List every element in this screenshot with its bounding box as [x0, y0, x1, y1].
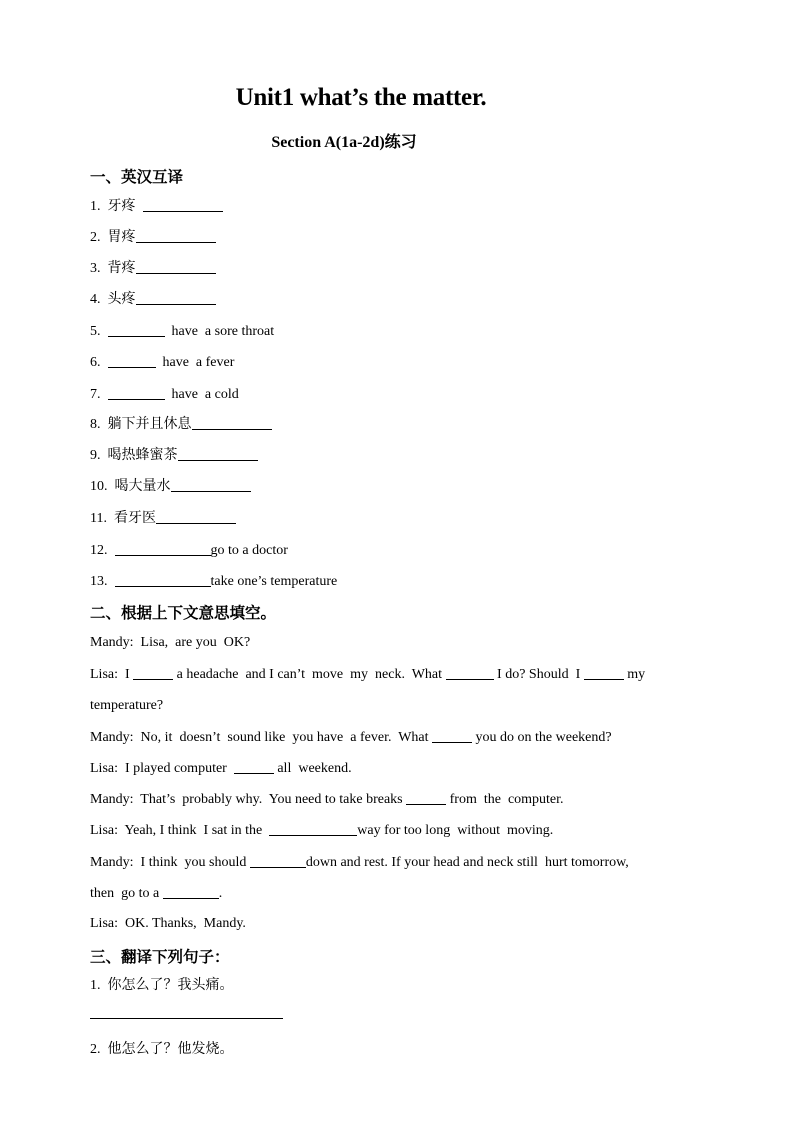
answer-blank[interactable]	[406, 790, 446, 805]
item-text: 躺下并且休息	[107, 416, 192, 432]
item-text: 头疼	[107, 291, 136, 307]
answer-blank[interactable]	[178, 446, 258, 461]
answer-blank[interactable]	[143, 197, 223, 212]
list-item	[90, 228, 216, 247]
answer-blank[interactable]	[136, 290, 216, 305]
answer-blank[interactable]	[108, 322, 165, 337]
dialogue-text: Mandy: No, it doesn’t sound like you have a fever. What	[90, 730, 433, 745]
answer-blank[interactable]	[584, 665, 624, 680]
dialogue-line	[90, 884, 680, 903]
dialogue-text: a headache and I can’t move my neck. What	[173, 667, 446, 682]
list-item	[90, 477, 251, 496]
answer-blank[interactable]	[432, 728, 472, 743]
section-heading-sentence-translation: 三、翻译下列句子：	[90, 948, 230, 966]
item-text: 喝热蜂蜜茶	[107, 447, 178, 463]
answer-blank[interactable]	[234, 759, 274, 774]
list-item	[90, 976, 234, 995]
item-number: 3.	[90, 261, 101, 276]
dialogue-line: temperature?	[90, 698, 164, 713]
answer-blank[interactable]	[192, 415, 272, 430]
item-text: 看牙医	[113, 510, 156, 526]
item-text: 你怎么了？我头痛。	[107, 977, 234, 993]
dialogue-text: from the computer.	[446, 792, 564, 807]
answer-blank[interactable]	[269, 821, 357, 836]
dialogue-line	[90, 759, 680, 778]
dialogue-line: Mandy: Lisa, are you OK?	[90, 635, 251, 650]
section-heading-cloze: 二、根据上下文意思填空。	[90, 604, 277, 622]
answer-line[interactable]	[90, 1018, 283, 1019]
dialogue-text: .	[218, 886, 223, 901]
dialogue-text: my	[623, 667, 646, 682]
dialogue-text: down and rest. If your head and neck still hurt tomorrow,	[305, 855, 629, 870]
list-item	[90, 259, 216, 278]
list-item	[90, 572, 337, 591]
item-text: go to a doctor	[210, 543, 288, 558]
item-number: 8.	[90, 417, 101, 432]
dialogue-line: Lisa: OK. Thanks, Mandy.	[90, 916, 246, 931]
answer-blank[interactable]	[156, 509, 236, 524]
list-item	[90, 1040, 234, 1059]
section-heading-translation: 一、英汉互译	[90, 168, 184, 186]
list-item	[90, 322, 274, 341]
dialogue-text: Lisa: Yeah, I think I sat in the	[90, 823, 270, 838]
item-text: 牙疼	[107, 198, 136, 214]
answer-blank[interactable]	[163, 884, 219, 899]
dialogue-text: all weekend.	[273, 761, 352, 776]
dialogue-text: you do on the weekend?	[472, 730, 612, 745]
item-number: 6.	[90, 355, 101, 370]
dialogue-text: Mandy: That’s probably why. You need to take breaks	[90, 792, 407, 807]
item-text: 胃疼	[107, 229, 136, 245]
dialogue-text: Mandy: I think you should	[90, 855, 250, 870]
item-number: 2.	[90, 1042, 101, 1057]
answer-blank[interactable]	[136, 228, 216, 243]
item-text: have a sore throat	[171, 324, 275, 339]
dialogue-line	[90, 728, 680, 747]
item-text: take one’s temperature	[210, 574, 338, 589]
item-number: 1.	[90, 199, 101, 214]
item-number: 13.	[90, 574, 108, 589]
item-number: 1.	[90, 978, 101, 993]
item-text: 喝大量水	[114, 478, 171, 494]
answer-blank[interactable]	[446, 665, 494, 680]
item-number: 7.	[90, 387, 101, 402]
dialogue-line	[90, 790, 680, 809]
item-number: 5.	[90, 324, 101, 339]
item-number: 2.	[90, 230, 101, 245]
dialogue-text: Lisa: I played computer	[90, 761, 234, 776]
dialogue-text: way for too long without moving.	[357, 823, 554, 838]
item-number: 4.	[90, 292, 101, 307]
dialogue-line	[90, 665, 680, 684]
dialogue-text: I do? Should I	[493, 667, 584, 682]
list-item	[90, 446, 258, 465]
item-number: 11.	[90, 511, 107, 526]
answer-blank[interactable]	[133, 665, 173, 680]
item-number: 9.	[90, 448, 101, 463]
item-text: 他怎么了？他发烧。	[107, 1041, 234, 1057]
item-number: 12.	[90, 543, 108, 558]
list-item	[90, 415, 272, 434]
item-text: 背疼	[107, 260, 136, 276]
dialogue-text: then go to a	[90, 886, 163, 901]
list-item	[90, 509, 236, 528]
dialogue-line	[90, 821, 680, 840]
item-text: have a cold	[171, 387, 239, 402]
item-text: have a fever	[162, 355, 235, 370]
answer-blank[interactable]	[108, 353, 156, 368]
list-item	[90, 197, 223, 216]
list-item	[90, 541, 288, 560]
list-item	[90, 385, 239, 404]
list-item	[90, 353, 234, 372]
answer-blank[interactable]	[115, 541, 211, 556]
page-subtitle: Section A(1a-2d)练习	[271, 134, 417, 151]
answer-blank[interactable]	[108, 385, 165, 400]
list-item	[90, 290, 216, 309]
item-number: 10.	[90, 479, 108, 494]
answer-blank[interactable]	[171, 477, 251, 492]
answer-blank[interactable]	[136, 259, 216, 274]
answer-blank[interactable]	[250, 853, 306, 868]
dialogue-text: Lisa: I	[90, 667, 134, 682]
dialogue-line	[90, 853, 680, 872]
answer-blank[interactable]	[115, 572, 211, 587]
page-title: Unit1 what’s the matter.	[235, 84, 487, 111]
